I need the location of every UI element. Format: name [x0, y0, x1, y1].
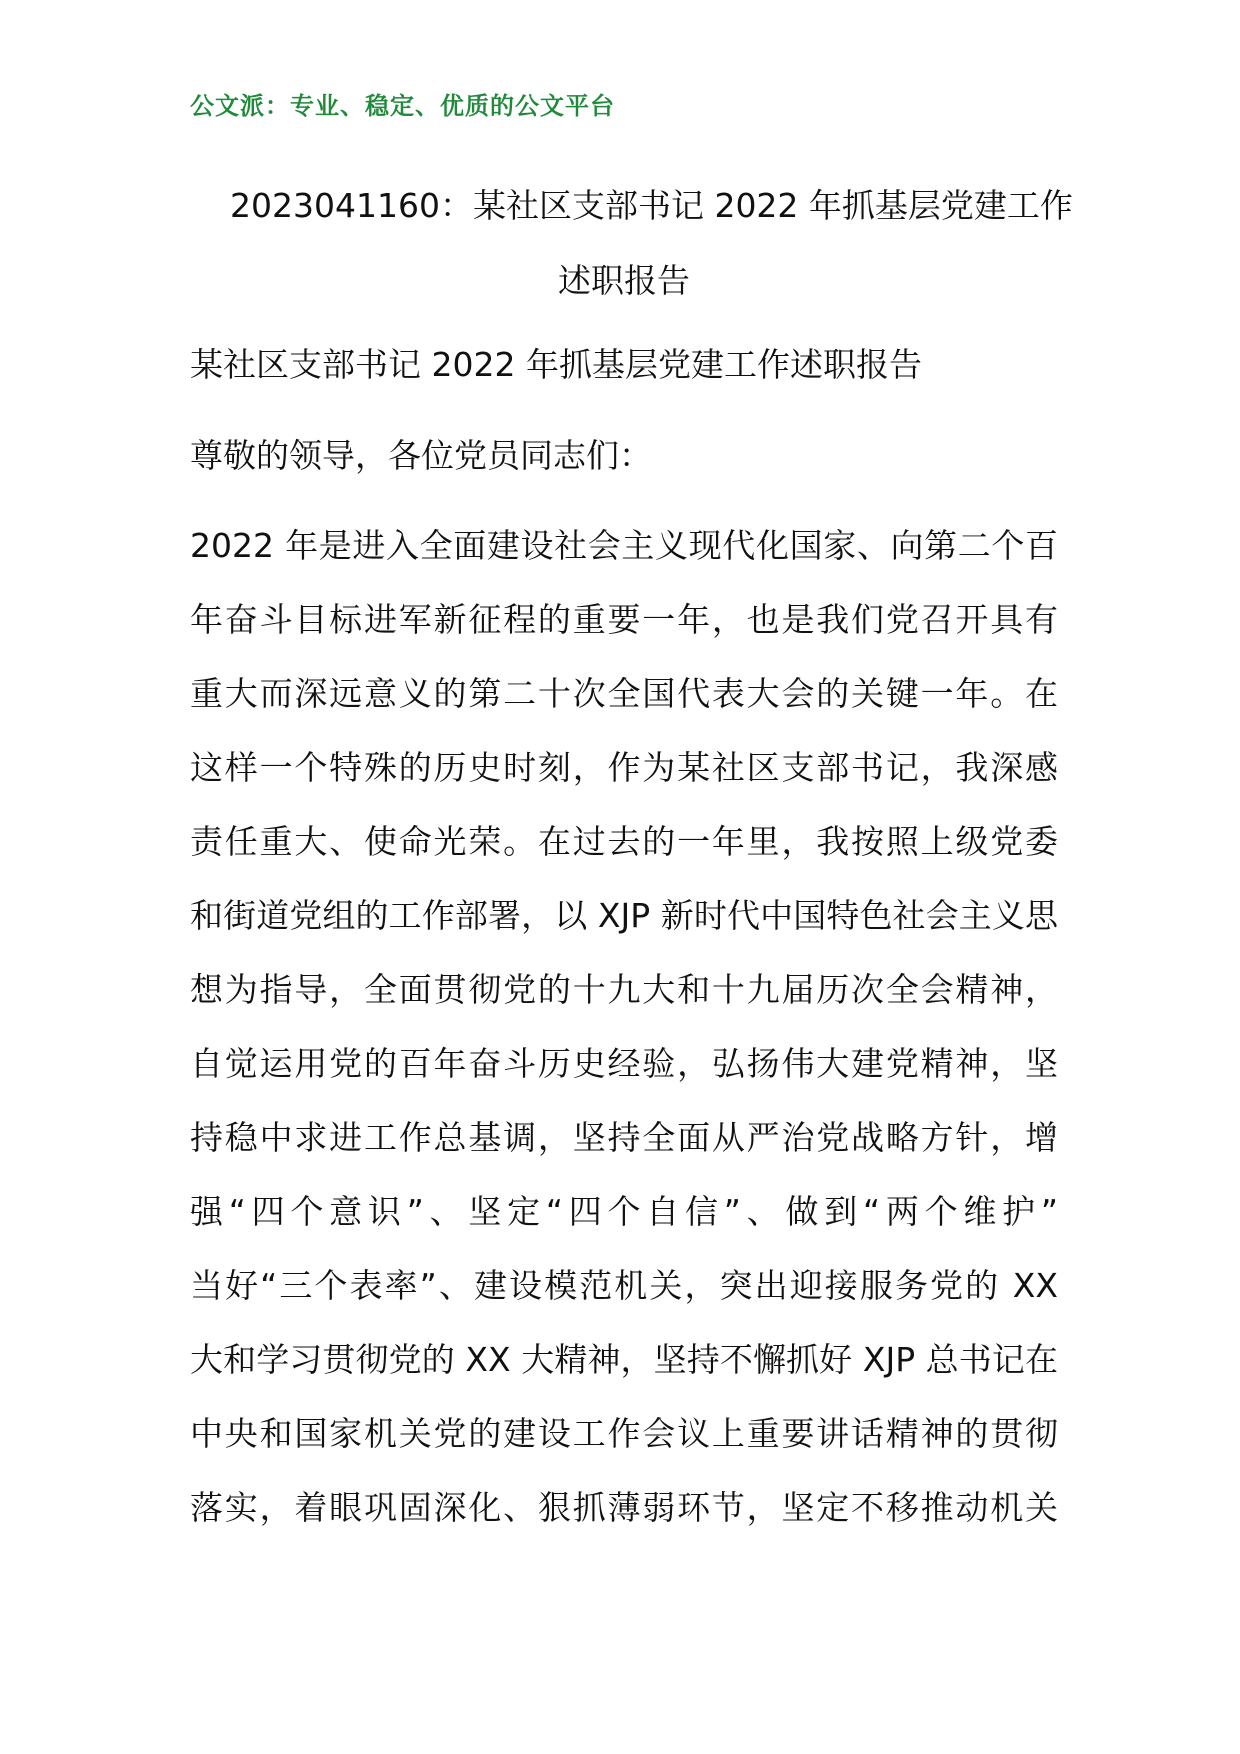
body-line: 重大而深远意义的第二十次全国代表大会的关键一年。在	[190, 674, 1058, 713]
body-line: 当好“三个表率”、建设模范机关，突出迎接服务党的 XX	[190, 1266, 1058, 1305]
body-line: 2022 年是进入全面建设社会主义现代化国家、向第二个百	[190, 526, 1058, 565]
body-line: 中央和国家机关党的建设工作会议上重要讲话精神的贯彻	[190, 1414, 1058, 1453]
body-line: 落实，着眼巩固深化、狠抓薄弱环节，坚定不移推动机关	[190, 1488, 1058, 1527]
body-line: 强“四个意识”、坚定“四个自信”、做到“两个维护”	[190, 1192, 1058, 1231]
header-brand: 公文派：专业、稳定、优质的公文平台	[190, 92, 615, 120]
body-line: 这样一个特殊的历史时刻，作为某社区支部书记，我深感	[190, 748, 1058, 787]
body-line: 想为指导，全面贯彻党的十九大和十九届历次全会精神，	[190, 970, 1058, 1009]
document-title-line-2: 述职报告	[558, 261, 690, 300]
body-line: 持稳中求进工作总基调，坚持全面从严治党战略方针，增	[190, 1118, 1058, 1157]
body-line: 自觉运用党的百年奋斗历史经验，弘扬伟大建党精神，坚	[190, 1044, 1058, 1083]
document-subtitle: 某社区支部书记 2022 年抓基层党建工作述职报告	[190, 345, 922, 384]
salutation: 尊敬的领导，各位党员同志们：	[190, 436, 652, 475]
body-line: 大和学习贯彻党的 XX 大精神，坚持不懈抓好 XJP 总书记在	[190, 1340, 1058, 1379]
document-title-line-1: 2023041160：某社区支部书记 2022 年抓基层党建工作	[230, 186, 1073, 225]
document-title	[190, 168, 1073, 318]
body-line: 和街道党组的工作部署，以 XJP 新时代中国特色社会主义思	[190, 896, 1058, 935]
body-line: 年奋斗目标进军新征程的重要一年，也是我们党召开具有	[190, 600, 1058, 639]
body-line: 责任重大、使命光荣。在过去的一年里，我按照上级党委	[190, 822, 1058, 861]
